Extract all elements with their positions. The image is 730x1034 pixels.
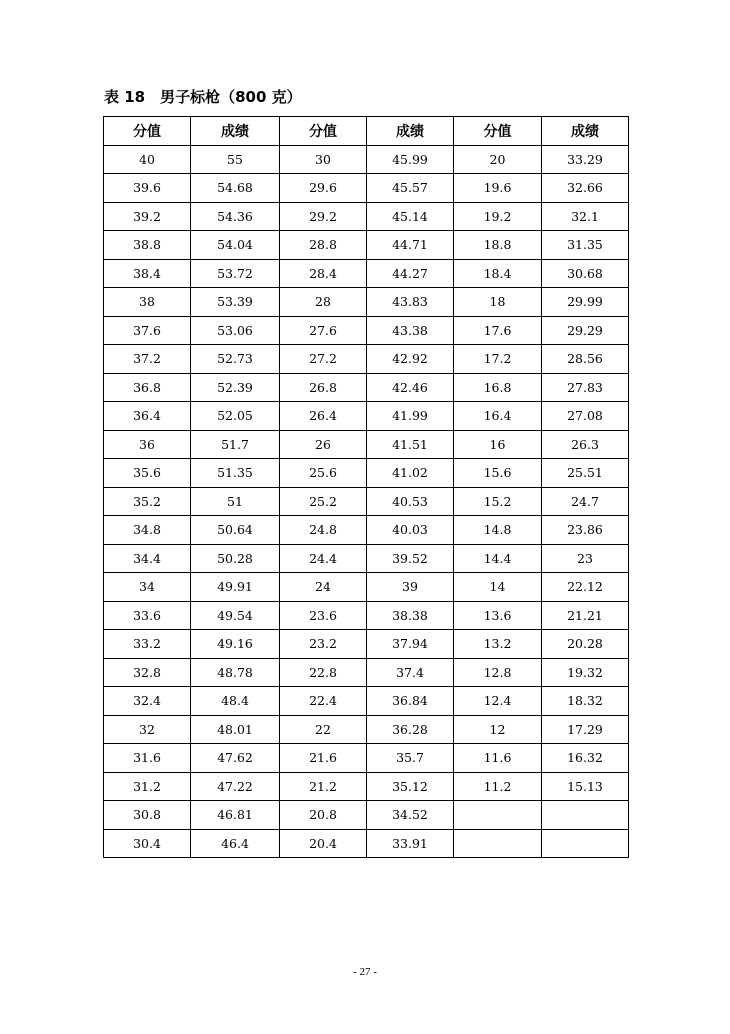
score-cell: 33.2 [104,630,191,659]
score-cell: 26 [280,430,367,459]
score-cell: 18.4 [454,259,542,288]
score-cell: 27.6 [280,316,367,345]
score-cell: 14.4 [454,544,542,573]
column-header-result: 成绩 [367,117,454,146]
table-row [104,402,629,431]
score-cell: 30.8 [104,801,191,830]
result-cell: 51.7 [191,430,280,459]
result-cell: 53.39 [191,288,280,317]
result-cell: 53.06 [191,316,280,345]
result-cell: 52.39 [191,373,280,402]
result-cell: 42.92 [367,345,454,374]
table-row [104,259,629,288]
score-cell: 34.8 [104,516,191,545]
score-cell: 12.4 [454,687,542,716]
score-cell [454,801,542,830]
result-cell: 52.05 [191,402,280,431]
result-cell: 50.64 [191,516,280,545]
result-cell: 54.04 [191,231,280,260]
result-cell: 27.83 [542,373,629,402]
score-cell: 21.6 [280,744,367,773]
result-cell: 23.86 [542,516,629,545]
score-cell: 16 [454,430,542,459]
result-cell: 28.56 [542,345,629,374]
result-cell: 51.35 [191,459,280,488]
table-row [104,487,629,516]
score-cell: 25.2 [280,487,367,516]
score-cell: 30.4 [104,829,191,858]
score-cell: 36.8 [104,373,191,402]
result-cell: 18.32 [542,687,629,716]
result-cell: 33.91 [367,829,454,858]
result-cell: 32.66 [542,174,629,203]
score-cell: 35.6 [104,459,191,488]
score-cell: 38.4 [104,259,191,288]
result-cell: 35.7 [367,744,454,773]
score-cell: 37.2 [104,345,191,374]
score-cell: 23.6 [280,601,367,630]
score-cell: 25.6 [280,459,367,488]
score-cell [454,829,542,858]
result-cell: 45.99 [367,145,454,174]
score-table [103,116,629,858]
score-cell: 27.2 [280,345,367,374]
result-cell: 46.81 [191,801,280,830]
header-row [104,117,629,146]
score-cell: 20.4 [280,829,367,858]
table-row [104,373,629,402]
table-row [104,744,629,773]
result-cell: 39 [367,573,454,602]
score-cell: 24.4 [280,544,367,573]
result-cell: 54.36 [191,202,280,231]
score-cell: 24.8 [280,516,367,545]
score-cell: 11.6 [454,744,542,773]
result-cell: 29.29 [542,316,629,345]
result-cell: 41.99 [367,402,454,431]
score-cell: 15.2 [454,487,542,516]
score-cell: 31.2 [104,772,191,801]
score-cell: 14.8 [454,516,542,545]
result-cell: 19.32 [542,658,629,687]
result-cell: 49.54 [191,601,280,630]
score-cell: 14 [454,573,542,602]
result-cell: 41.02 [367,459,454,488]
table-row [104,316,629,345]
score-cell: 16.4 [454,402,542,431]
result-cell: 51 [191,487,280,516]
table-row [104,231,629,260]
result-cell: 37.94 [367,630,454,659]
score-cell: 18 [454,288,542,317]
result-cell: 44.27 [367,259,454,288]
score-cell: 20.8 [280,801,367,830]
result-cell: 32.1 [542,202,629,231]
table-row [104,544,629,573]
score-cell: 26.8 [280,373,367,402]
result-cell: 27.08 [542,402,629,431]
result-cell: 20.28 [542,630,629,659]
result-cell: 36.28 [367,715,454,744]
score-cell: 17.6 [454,316,542,345]
result-cell: 44.71 [367,231,454,260]
score-cell: 13.2 [454,630,542,659]
result-cell: 39.52 [367,544,454,573]
score-cell: 19.6 [454,174,542,203]
score-cell: 26.4 [280,402,367,431]
result-cell: 40.53 [367,487,454,516]
score-cell: 18.8 [454,231,542,260]
score-cell: 38 [104,288,191,317]
result-cell: 42.46 [367,373,454,402]
score-cell: 34.4 [104,544,191,573]
score-cell: 20 [454,145,542,174]
score-cell: 21.2 [280,772,367,801]
result-cell: 34.52 [367,801,454,830]
result-cell: 47.62 [191,744,280,773]
score-cell: 29.2 [280,202,367,231]
column-header-score: 分值 [454,117,542,146]
result-cell: 36.84 [367,687,454,716]
table-row [104,801,629,830]
score-cell: 23.2 [280,630,367,659]
score-cell: 19.2 [454,202,542,231]
table-row [104,829,629,858]
column-header-score: 分值 [280,117,367,146]
table-body [104,145,629,858]
table-row [104,459,629,488]
result-cell: 16.32 [542,744,629,773]
table-row [104,145,629,174]
score-cell: 29.6 [280,174,367,203]
score-cell: 28.8 [280,231,367,260]
table-row [104,601,629,630]
score-cell: 28.4 [280,259,367,288]
result-cell: 45.14 [367,202,454,231]
result-cell: 45.57 [367,174,454,203]
result-cell: 49.91 [191,573,280,602]
score-cell: 37.6 [104,316,191,345]
result-cell: 17.29 [542,715,629,744]
score-cell: 24 [280,573,367,602]
result-cell: 31.35 [542,231,629,260]
column-header-result: 成绩 [191,117,280,146]
score-cell: 34 [104,573,191,602]
result-cell: 26.3 [542,430,629,459]
score-cell: 31.6 [104,744,191,773]
score-cell: 35.2 [104,487,191,516]
result-cell [542,801,629,830]
score-cell: 33.6 [104,601,191,630]
score-cell: 39.2 [104,202,191,231]
result-cell: 50.28 [191,544,280,573]
score-cell: 12.8 [454,658,542,687]
result-cell: 21.21 [542,601,629,630]
result-cell: 46.4 [191,829,280,858]
result-cell: 38.38 [367,601,454,630]
score-cell: 32.8 [104,658,191,687]
score-cell: 32.4 [104,687,191,716]
result-cell: 43.83 [367,288,454,317]
score-cell: 22.4 [280,687,367,716]
score-cell: 36 [104,430,191,459]
score-cell: 40 [104,145,191,174]
result-cell: 25.51 [542,459,629,488]
table-row [104,430,629,459]
table-row [104,202,629,231]
result-cell: 54.68 [191,174,280,203]
table-row [104,687,629,716]
table-row [104,288,629,317]
table-title: 表 18 男子标枪（800 克） [104,88,302,106]
table-row [104,345,629,374]
table-row [104,630,629,659]
table-row [104,573,629,602]
score-cell: 16.8 [454,373,542,402]
result-cell: 52.73 [191,345,280,374]
table-row [104,516,629,545]
table-row [104,772,629,801]
result-cell: 15.13 [542,772,629,801]
score-cell: 17.2 [454,345,542,374]
result-cell: 30.68 [542,259,629,288]
result-cell: 37.4 [367,658,454,687]
result-cell: 29.99 [542,288,629,317]
score-cell: 38.8 [104,231,191,260]
result-cell: 43.38 [367,316,454,345]
result-cell: 55 [191,145,280,174]
table-row [104,715,629,744]
result-cell: 33.29 [542,145,629,174]
result-cell: 41.51 [367,430,454,459]
score-cell: 22.8 [280,658,367,687]
score-cell: 11.2 [454,772,542,801]
result-cell: 48.78 [191,658,280,687]
score-cell: 22 [280,715,367,744]
score-cell: 13.6 [454,601,542,630]
result-cell: 47.22 [191,772,280,801]
column-header-score: 分值 [104,117,191,146]
score-cell: 28 [280,288,367,317]
result-cell: 48.4 [191,687,280,716]
score-cell: 12 [454,715,542,744]
score-cell: 36.4 [104,402,191,431]
result-cell: 40.03 [367,516,454,545]
score-cell: 39.6 [104,174,191,203]
score-cell: 32 [104,715,191,744]
result-cell: 24.7 [542,487,629,516]
table-row [104,174,629,203]
result-cell: 22.12 [542,573,629,602]
score-cell: 30 [280,145,367,174]
result-cell [542,829,629,858]
result-cell: 49.16 [191,630,280,659]
score-cell: 15.6 [454,459,542,488]
page-number: - 27 - [353,966,377,978]
result-cell: 53.72 [191,259,280,288]
result-cell: 48.01 [191,715,280,744]
table-row [104,658,629,687]
column-header-result: 成绩 [542,117,629,146]
result-cell: 35.12 [367,772,454,801]
result-cell: 23 [542,544,629,573]
